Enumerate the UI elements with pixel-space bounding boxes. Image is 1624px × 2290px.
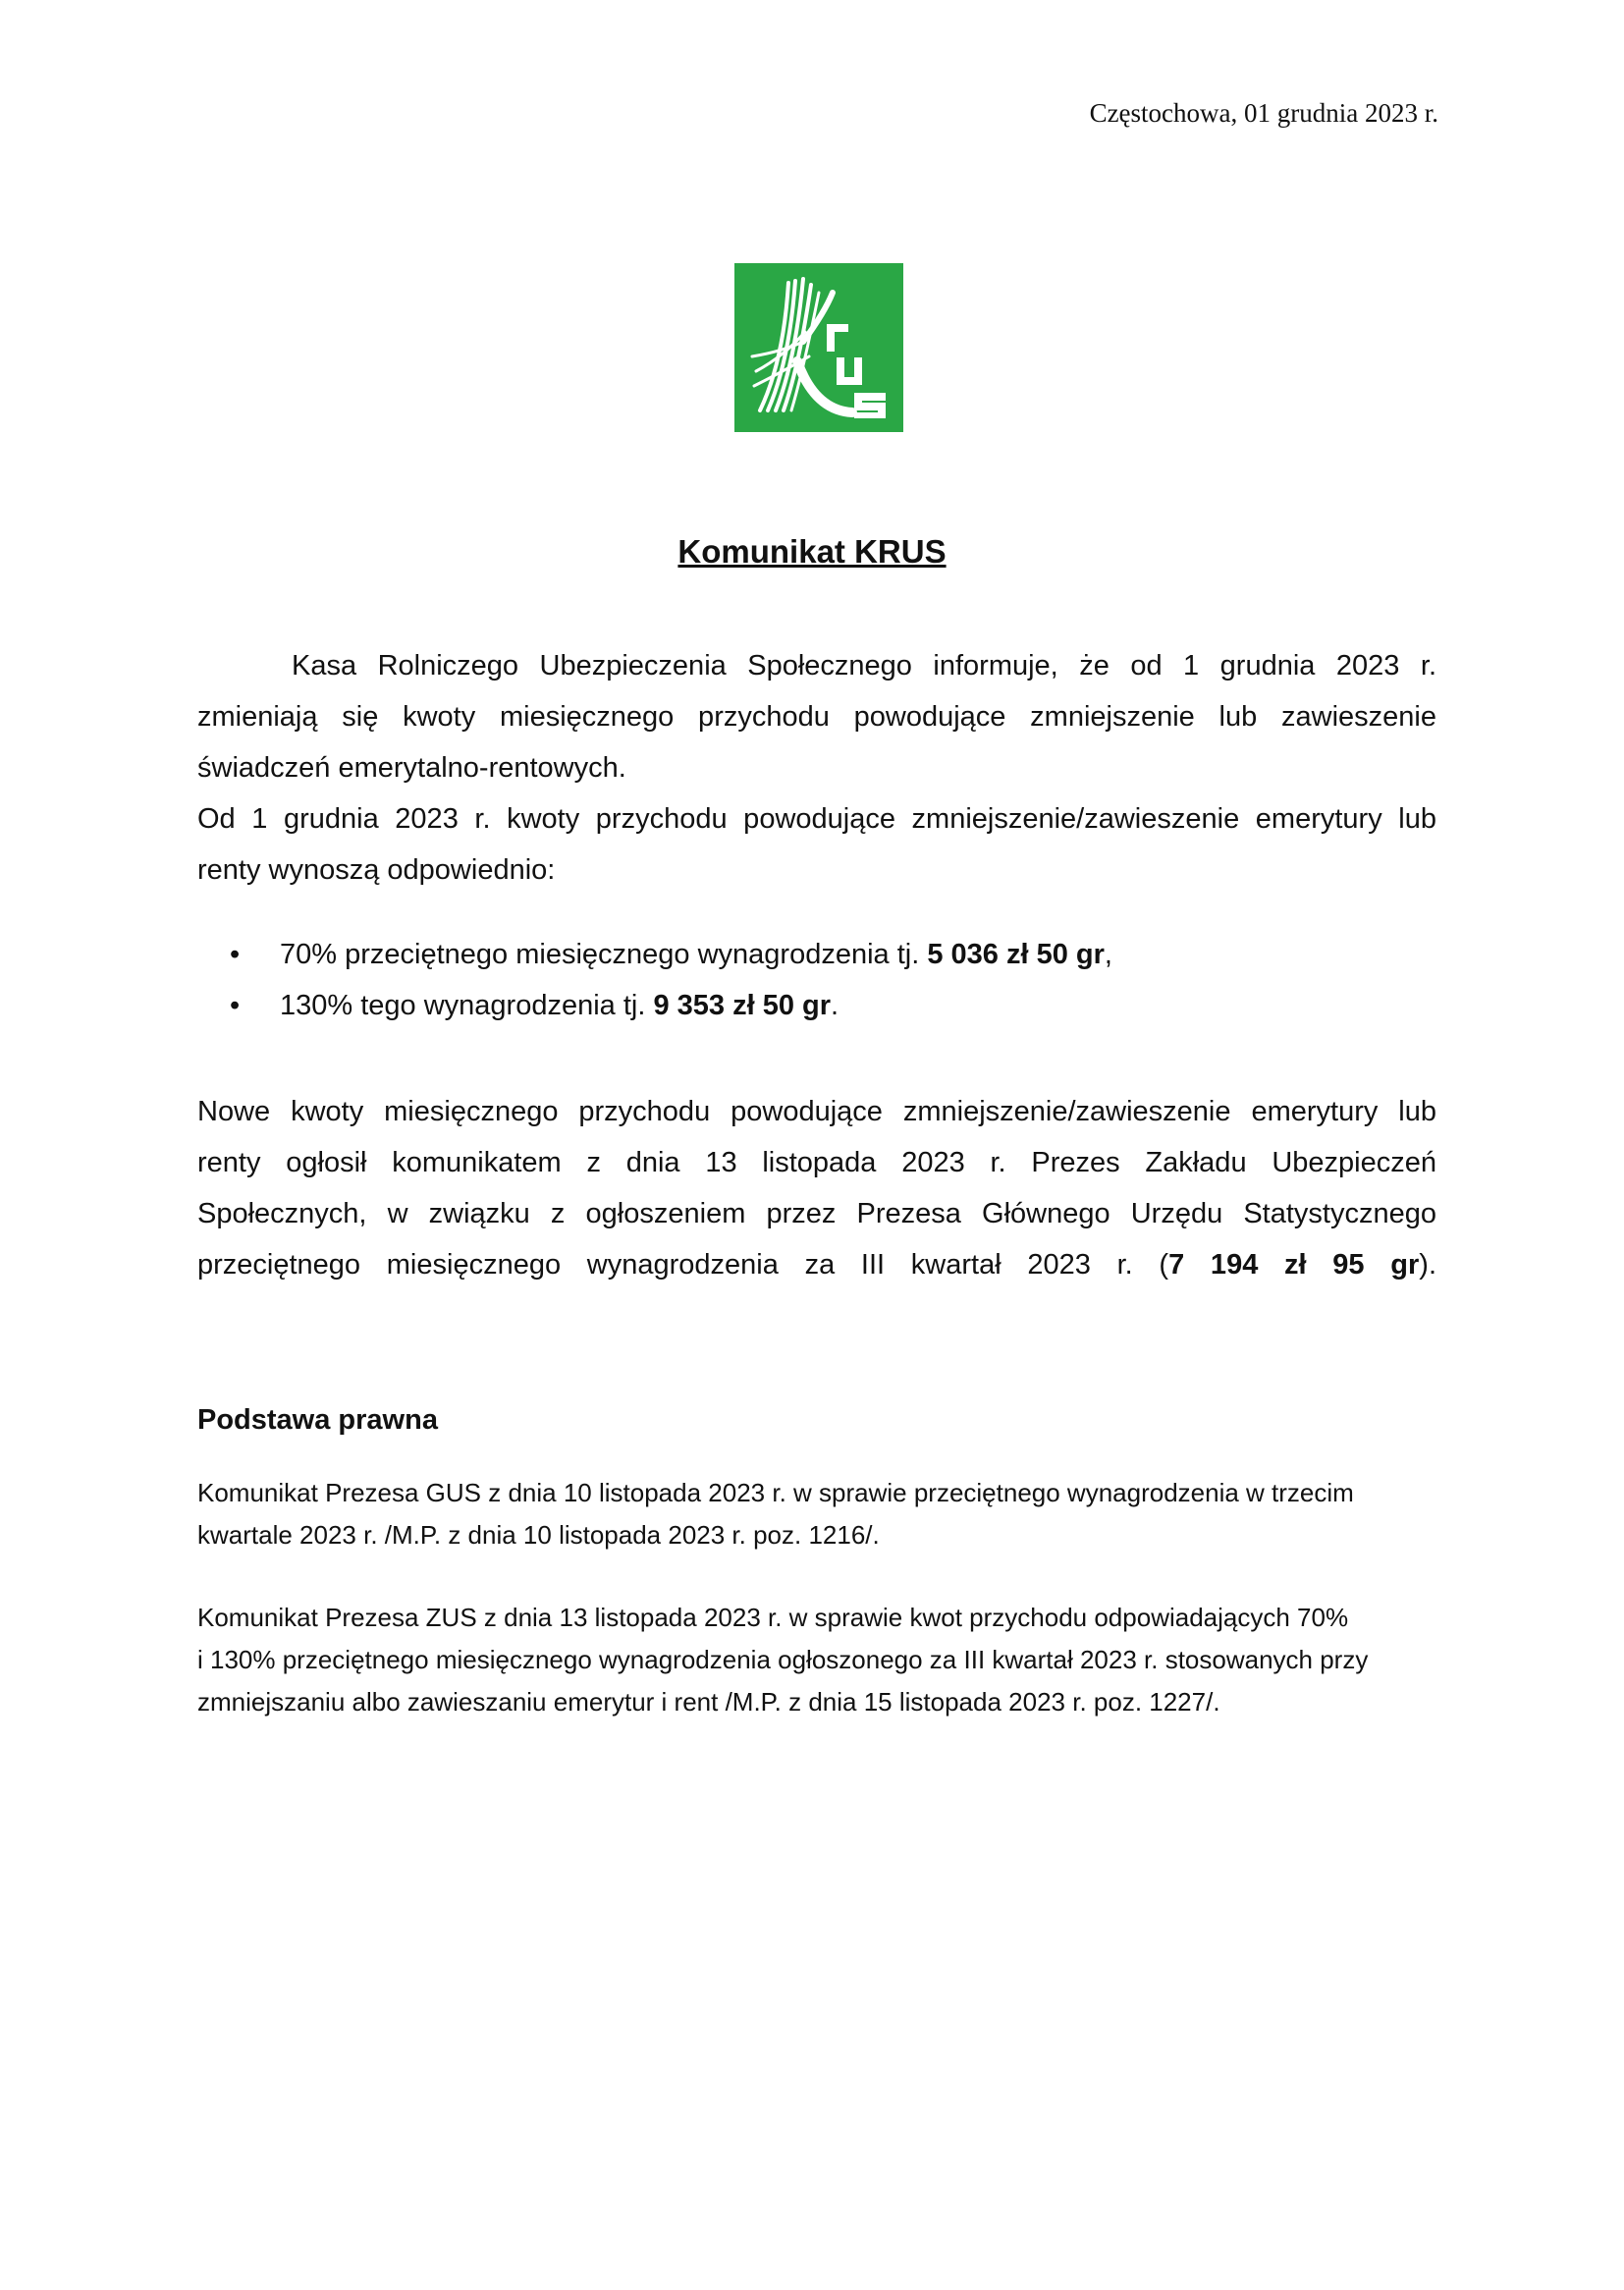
krus-logo-image [734, 263, 903, 432]
list-item-text: 70% przeciętnego miesięcznego wynagrodzenia tj. [280, 939, 928, 970]
announcement-line: Nowe kwoty miesięcznego przychodu powodujące zmniejszenie/zawieszenie emerytury lub [197, 1096, 1436, 1127]
list-item-suffix: . [831, 990, 839, 1021]
krus-logo [734, 263, 903, 432]
legal-line: kwartale 2023 r. /M.P. z dnia 10 listopada 2023 r. poz. 1216/. [197, 1520, 880, 1550]
intro-line: renty wynoszą odpowiednio: [197, 854, 556, 886]
average-salary-amount: 7 194 zł 95 gr [1168, 1249, 1420, 1281]
list-item-suffix: , [1104, 939, 1112, 970]
legal-item-zus [197, 1597, 1436, 1723]
legal-line: i 130% przeciętnego miesięcznego wynagrodzenia ogłoszonego za III kwartał 2023 r. stosowanych przy [197, 1645, 1369, 1674]
intro-line: Od 1 grudnia 2023 r. kwoty przychodu powodujące zmniejszenie/zawieszenie emerytury lub [197, 803, 1436, 835]
list-item-text: 130% tego wynagrodzenia tj. [280, 990, 654, 1021]
intro-line: świadczeń emerytalno-rentowych. [197, 752, 626, 784]
page-title: Komunikat KRUS [677, 533, 947, 570]
announcement-line [197, 1239, 1436, 1290]
list-item [197, 929, 1436, 980]
legal-line: zmniejszaniu albo zawieszaniu emerytur i rent /M.P. z dnia 15 listopada 2023 r. poz. 1227/. [197, 1687, 1220, 1717]
document-date: Częstochowa, 01 grudnia 2023 r. [1089, 98, 1438, 128]
intro-line: zmieniają się kwoty miesięcznego przychodu powodujące zmniejszenie lub zawieszenie [197, 701, 1436, 733]
intro-line: Kasa Rolniczego Ubezpieczenia Społecznego informuje, że od 1 grudnia 2023 r. [292, 650, 1436, 682]
legal-line: Komunikat Prezesa ZUS z dnia 13 listopada 2023 r. w sprawie kwot przychodu odpowiadających 70% [197, 1603, 1349, 1632]
announcement-suffix: ). [1419, 1249, 1436, 1281]
announcement-text: przeciętnego miesięcznego wynagrodzenia za III kwartał 2023 r. ( [197, 1249, 1169, 1281]
intro-paragraph [197, 640, 1436, 896]
announcement-line: Społecznych, w związku z ogłoszeniem przez Prezesa Głównego Urzędu Statystycznego [197, 1198, 1436, 1229]
legal-basis-heading: Podstawa prawna [197, 1404, 438, 1436]
list-item [197, 980, 1436, 1031]
legal-line: Komunikat Prezesa GUS z dnia 10 listopada 2023 r. w sprawie przeciętnego wynagrodzenia w trzecim [197, 1478, 1354, 1507]
list-item-amount: 5 036 zł 50 gr [927, 939, 1105, 970]
announcement-line: renty ogłosił komunikatem z dnia 13 listopada 2023 r. Prezes Zakładu Ubezpieczeń [197, 1147, 1436, 1178]
bullet-icon: • [230, 939, 241, 970]
bullet-icon: • [230, 990, 241, 1021]
list-item-amount: 9 353 zł 50 gr [653, 990, 832, 1021]
amount-list [197, 929, 1436, 1031]
legal-item-gus [197, 1472, 1436, 1556]
announcement-paragraph [197, 1086, 1436, 1290]
